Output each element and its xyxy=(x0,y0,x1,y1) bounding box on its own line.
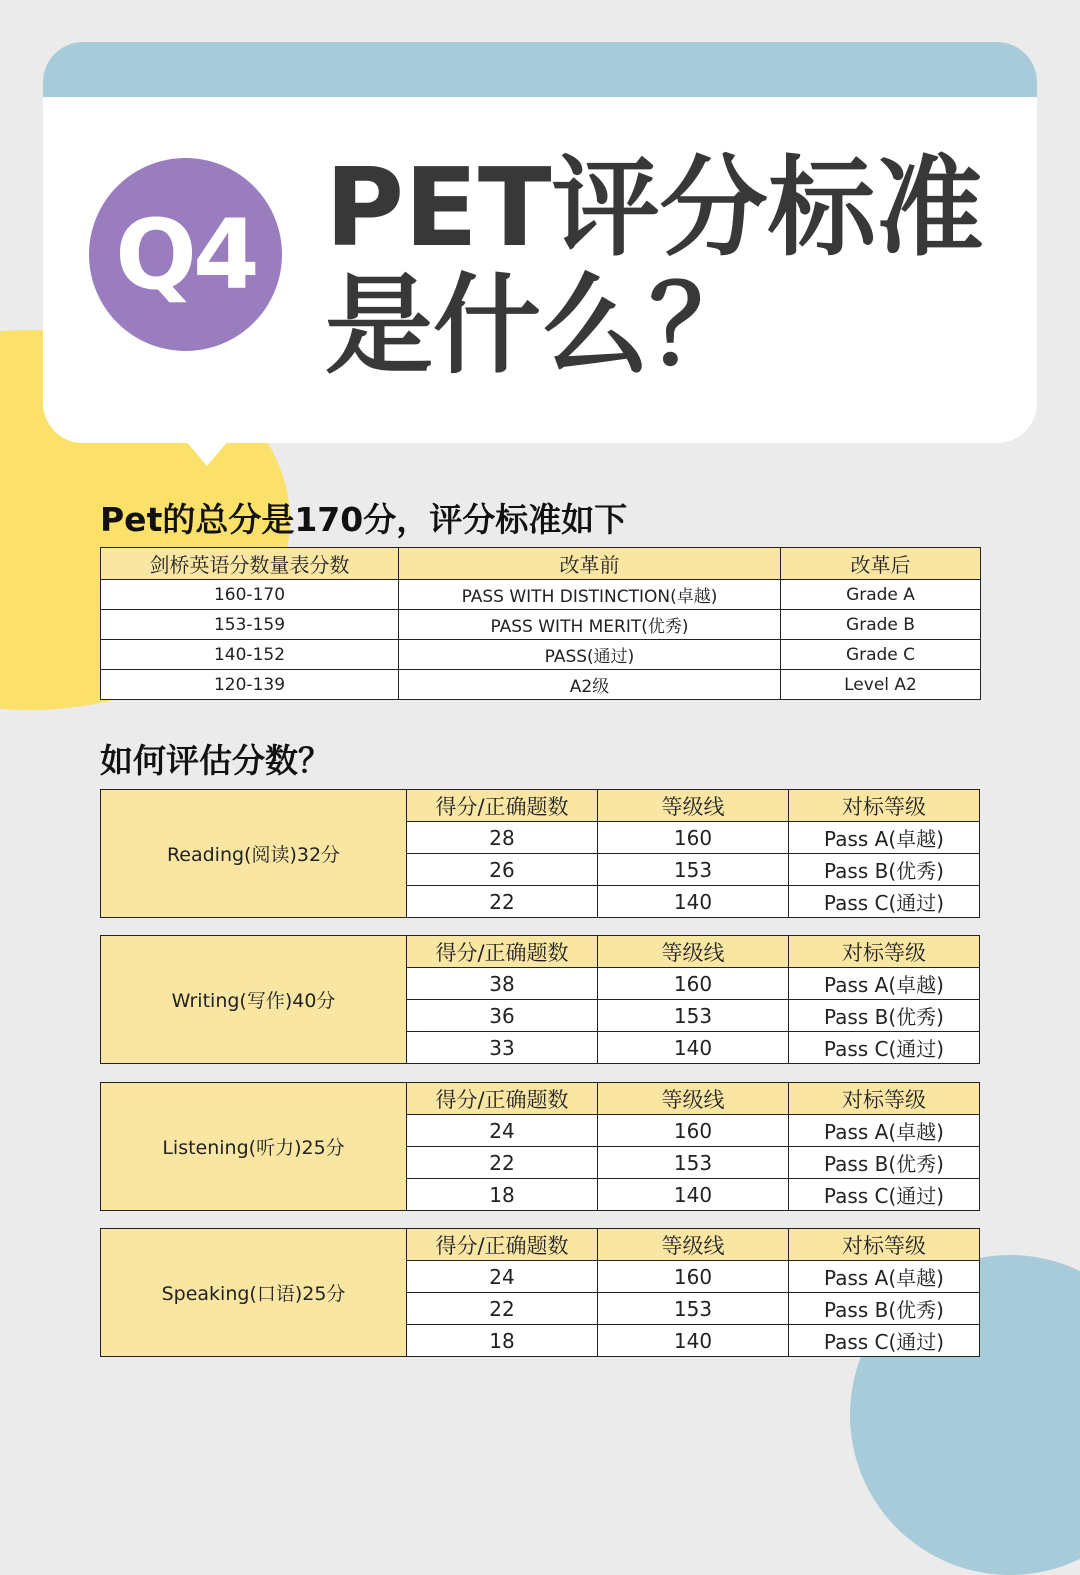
table-header-row xyxy=(101,1083,980,1115)
table-cell: 36 xyxy=(407,1000,598,1032)
table-cell: 160-170 xyxy=(101,580,399,610)
table-cell: Pass A(卓越) xyxy=(789,1115,980,1147)
table-row xyxy=(101,640,981,670)
table-cell: Level A2 xyxy=(781,670,981,700)
skill-name-cell: Reading(阅读)32分 xyxy=(101,790,407,918)
column-header: 改革前 xyxy=(399,548,781,580)
table-cell: 120-139 xyxy=(101,670,399,700)
column-header: 等级线 xyxy=(598,1229,789,1261)
table-cell: 140 xyxy=(598,1179,789,1211)
reading-score-table xyxy=(100,789,980,918)
table-cell: 24 xyxy=(407,1261,598,1293)
table-cell: 160 xyxy=(598,1115,789,1147)
table-cell: Pass C(通过) xyxy=(789,1032,980,1064)
writing-score-table xyxy=(100,935,980,1064)
table-cell: Grade C xyxy=(781,640,981,670)
table-cell: Pass B(优秀) xyxy=(789,1293,980,1325)
table-cell: 22 xyxy=(407,886,598,918)
table-row xyxy=(101,610,981,640)
table-cell: Pass C(通过) xyxy=(789,1325,980,1357)
table-cell: Pass B(优秀) xyxy=(789,1000,980,1032)
column-header: 得分/正确题数 xyxy=(407,1083,598,1115)
table-cell: 153-159 xyxy=(101,610,399,640)
table-cell: 160 xyxy=(598,822,789,854)
skill-name-cell: Writing(写作)40分 xyxy=(101,936,407,1064)
table-cell: A2级 xyxy=(399,670,781,700)
table-cell: Grade B xyxy=(781,610,981,640)
table-cell: Pass B(优秀) xyxy=(789,1147,980,1179)
table-cell: 153 xyxy=(598,1000,789,1032)
speaking-score-table xyxy=(100,1228,980,1357)
skill-name-cell: Speaking(口语)25分 xyxy=(101,1229,407,1357)
column-header: 对标等级 xyxy=(789,1083,980,1115)
column-header: 剑桥英语分数量表分数 xyxy=(101,548,399,580)
table-header-row xyxy=(101,790,980,822)
column-header: 对标等级 xyxy=(789,1229,980,1261)
table-cell: 140 xyxy=(598,1325,789,1357)
column-header: 得分/正确题数 xyxy=(407,1229,598,1261)
table-cell: Pass A(卓越) xyxy=(789,968,980,1000)
table-cell: Pass C(通过) xyxy=(789,886,980,918)
table-cell: 160 xyxy=(598,968,789,1000)
table-header-row xyxy=(101,548,981,580)
table-cell: 38 xyxy=(407,968,598,1000)
table-cell: Pass A(卓越) xyxy=(789,822,980,854)
table-cell: Pass B(优秀) xyxy=(789,854,980,886)
table-header-row xyxy=(101,1229,980,1261)
listening-score-table xyxy=(100,1082,980,1211)
skill-name-cell: Listening(听力)25分 xyxy=(101,1083,407,1211)
column-header: 对标等级 xyxy=(789,936,980,968)
table-cell: 24 xyxy=(407,1115,598,1147)
table-row xyxy=(101,580,981,610)
table-cell: Pass A(卓越) xyxy=(789,1261,980,1293)
table-cell: PASS WITH DISTINCTION(卓越) xyxy=(399,580,781,610)
table-header-row xyxy=(101,936,980,968)
score-section-title: Pet的总分是170分，评分标准如下 xyxy=(100,500,628,539)
column-header: 对标等级 xyxy=(789,790,980,822)
table-cell: 160 xyxy=(598,1261,789,1293)
score-scale-table xyxy=(100,547,981,700)
table-cell: 18 xyxy=(407,1179,598,1211)
page-title-line1: PET评分标准 xyxy=(325,146,984,271)
page-title-line2: 是什么？ xyxy=(325,264,758,389)
column-header: 得分/正确题数 xyxy=(407,936,598,968)
table-cell: 153 xyxy=(598,1147,789,1179)
column-header: 等级线 xyxy=(598,790,789,822)
page-title xyxy=(325,146,1025,389)
table-cell: PASS WITH MERIT(优秀) xyxy=(399,610,781,640)
column-header: 得分/正确题数 xyxy=(407,790,598,822)
column-header: 等级线 xyxy=(598,1083,789,1115)
table-cell: 22 xyxy=(407,1293,598,1325)
table-cell: Pass C(通过) xyxy=(789,1179,980,1211)
table-cell: 140 xyxy=(598,886,789,918)
table-row xyxy=(101,670,981,700)
table-cell: 18 xyxy=(407,1325,598,1357)
table-cell: 22 xyxy=(407,1147,598,1179)
table-cell: 153 xyxy=(598,1293,789,1325)
column-header: 等级线 xyxy=(598,936,789,968)
table-cell: PASS(通过) xyxy=(399,640,781,670)
table-cell: 140 xyxy=(598,1032,789,1064)
table-cell: 28 xyxy=(407,822,598,854)
table-cell: 26 xyxy=(407,854,598,886)
table-cell: 33 xyxy=(407,1032,598,1064)
title-card-band xyxy=(43,42,1037,97)
assess-section-title: 如何评估分数？ xyxy=(100,741,331,780)
table-cell: 140-152 xyxy=(101,640,399,670)
table-cell: 153 xyxy=(598,854,789,886)
column-header: 改革后 xyxy=(781,548,981,580)
question-badge: Q4 xyxy=(89,158,282,351)
table-cell: Grade A xyxy=(781,580,981,610)
speech-bubble-tail xyxy=(185,440,229,466)
